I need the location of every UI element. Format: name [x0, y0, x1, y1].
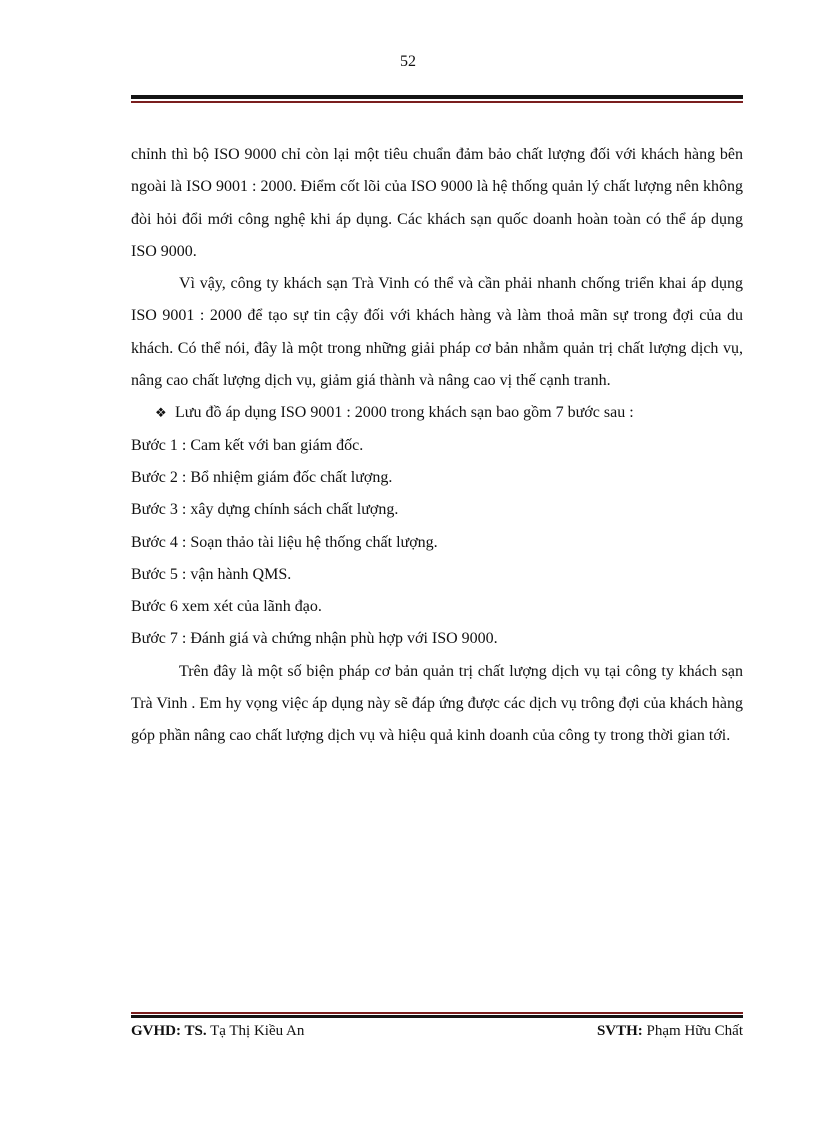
step-5: Bước 5 : vận hành QMS. [131, 565, 292, 583]
step-6: Bước 6 xem xét của lãnh đạo. [131, 598, 322, 616]
step-4: Bước 4 : Soạn thảo tài liệu hệ thống chất lượng. [131, 533, 438, 551]
header-rule-thick [131, 95, 743, 99]
page-number: 52 [400, 53, 416, 70]
student-name: Phạm Hữu Chất [646, 1023, 743, 1039]
footer-advisor [131, 1021, 304, 1041]
paragraph-recommendation: Vì vậy, công ty khách sạn Trà Vinh có thể và cần phải nhanh chống triển khai áp dụng ISO 9001 : 2000 để tạo sự tin cậy đối với khách hàng và làm thoả mãn sự trong đợi của du khách. Có thể nói, đây là một trong những giải pháp cơ bản nhằm quản trị chất lượng dịch vụ, nâng cao chất lượng dịch vụ, giảm giá thành và nâng cao vị thế cạnh tranh. [131, 275, 743, 390]
step-7: Bước 7 : Đánh giá và chứng nhận phù hợp với ISO 9000. [131, 630, 498, 648]
footer-student [597, 1021, 743, 1041]
step-2: Bước 2 : Bổ nhiệm giám đốc chất lượng. [131, 468, 393, 486]
advisor-label: GVHD: TS. [131, 1023, 207, 1039]
header-rule-thin [131, 101, 743, 103]
bullet-text: Lưu đồ áp dụng ISO 9001 : 2000 trong khách sạn bao gồm 7 bước sau : [175, 404, 634, 422]
student-label: SVTH: [596, 1023, 643, 1039]
bullet-item [131, 397, 743, 429]
step-3: Bước 3 : xây dựng chính sách chất lượng. [131, 501, 399, 519]
paragraph-continuation: chỉnh thì bộ ISO 9000 chỉ còn lại một tiêu chuẩn đảm bảo chất lượng đối với khách hàng bên ngoài là ISO 9001 : 2000. Điểm cốt lõi của ISO 9000 là hệ thống quản lý chất lượng nên không đòi hỏi đổi mới công nghệ khi áp dụng. Các khách sạn quốc doanh hoàn toàn có thể áp dụng ISO 9000. [131, 146, 743, 260]
footer-rule-thick [131, 1015, 743, 1018]
diamond-bullet-icon: ❖ [155, 405, 167, 421]
header-rule [131, 95, 743, 105]
step-1: Bước 1 : Cam kết với ban giám đốc. [131, 436, 364, 454]
advisor-name: Tạ Thị Kiều An [210, 1023, 305, 1039]
paragraph-conclusion: Trên đây là một số biện pháp cơ bản quản trị chất lượng dịch vụ tại công ty khách sạn Trà Vinh . Em hy vọng việc áp dụng này sẽ đáp ứng được các dịch vụ trông đợi của khách hàng góp phần nâng cao chất lượng dịch vụ và hiệu quả kinh doanh của công ty trong thời gian tới. [131, 662, 743, 745]
page-body [131, 139, 743, 753]
footer-rule-thin [131, 1012, 743, 1014]
